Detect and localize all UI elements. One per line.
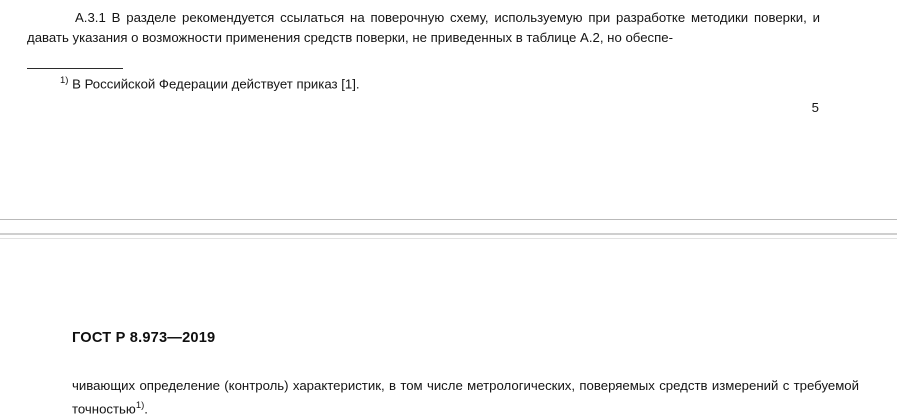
footnote-text: В Российской Федерации действует приказ [1]. bbox=[72, 76, 360, 92]
footnote-separator bbox=[27, 68, 123, 69]
page-edge-line-top bbox=[0, 219, 897, 220]
document-page-bottom bbox=[0, 243, 897, 417]
paragraph-a31: А.3.1 В разделе рекомендуется ссылаться на поверочную схему, используемую при разработке методики поверки, и давать указания о возможности применения средств поверки, не приведенных в таблице А.2, но обеспе- bbox=[27, 10, 820, 45]
page-number: 5 bbox=[811, 100, 819, 115]
footnote-reference-marker: 1) bbox=[135, 400, 145, 411]
paragraph-continuation-end: . bbox=[144, 401, 148, 417]
page-edge-line-middle bbox=[0, 233, 897, 235]
footnote-marker: 1) bbox=[60, 75, 69, 86]
document-standard-header: ГОСТ Р 8.973—2019 bbox=[72, 330, 216, 346]
page-edge-line-bottom bbox=[0, 238, 897, 239]
paragraph-continuation-text: чивающих определение (контроль) характеристик, в том числе метрологических, поверяемых средств измерений с требуемой точностью bbox=[72, 378, 859, 417]
page-separator bbox=[0, 219, 897, 243]
footnote bbox=[60, 72, 360, 93]
